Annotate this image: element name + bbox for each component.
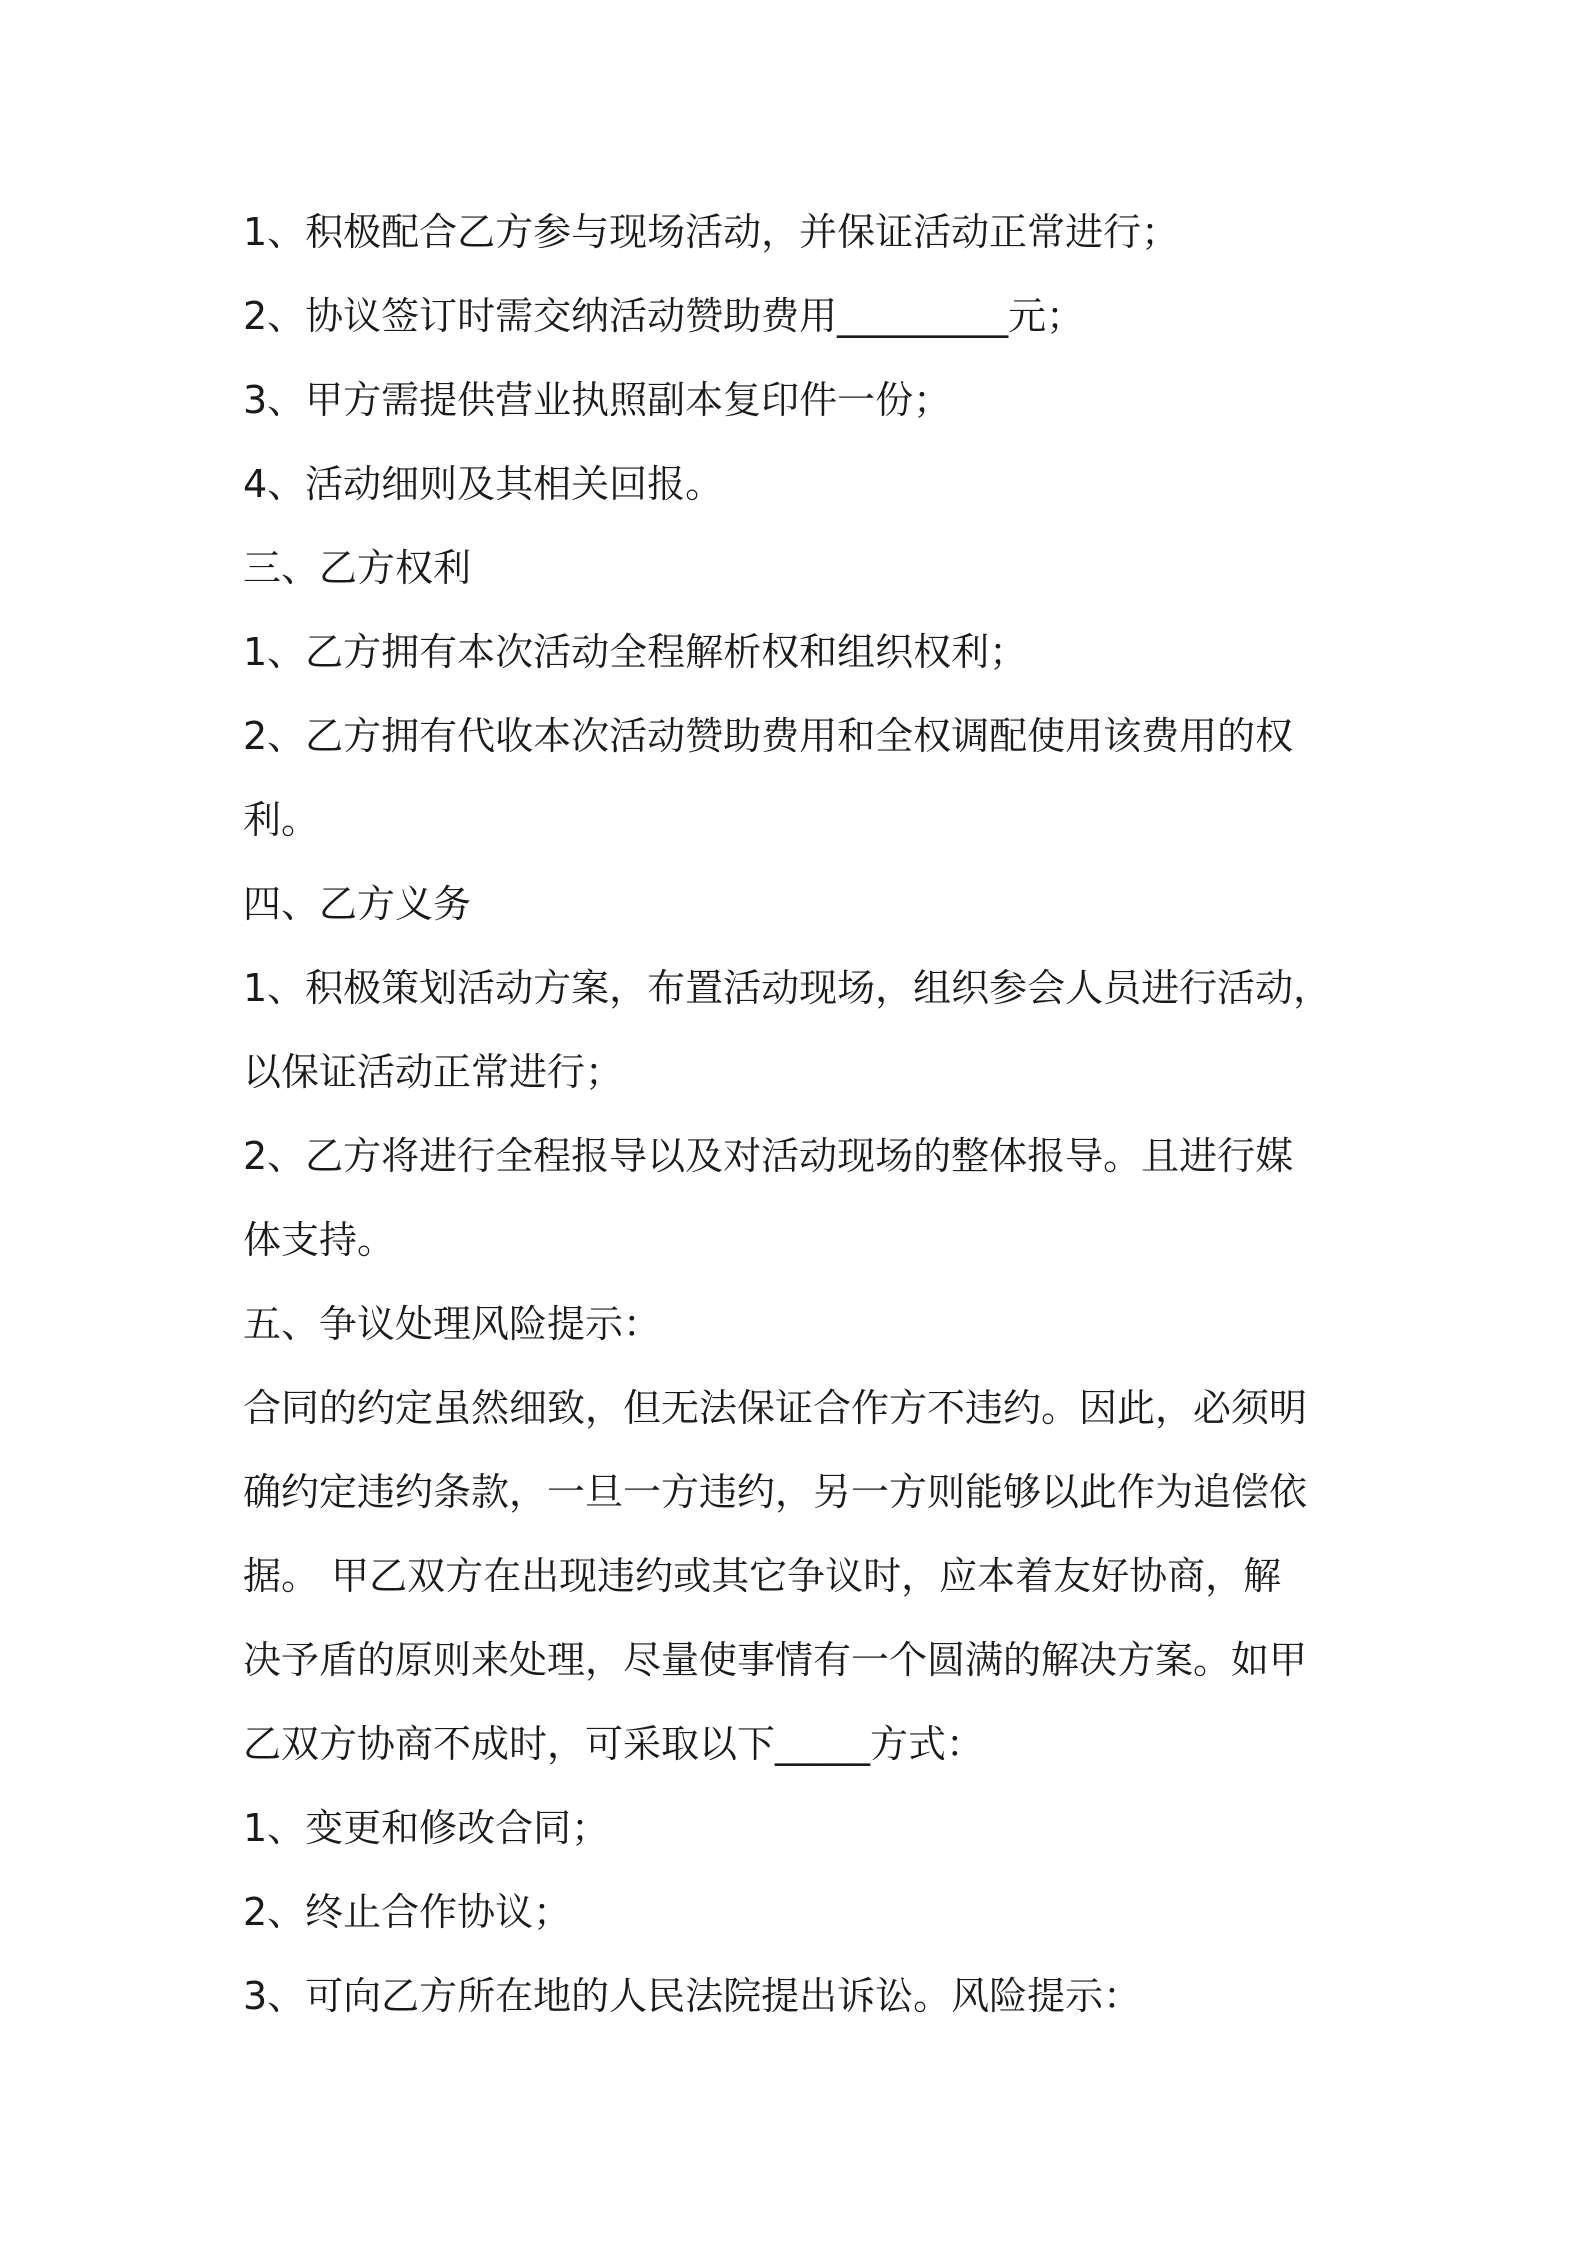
section-heading: 三、乙方权利 [243,546,472,590]
document-body [243,190,1363,2038]
clause-line: 4、活动细则及其相关回报。 [243,462,724,506]
clause-line: 体支持。 [243,1218,396,1262]
clause-line: 2、协议签订时需交纳活动赞助费用_________元； [243,294,1085,338]
clause-line: 1、积极策划活动方案，布置活动现场，组织参会人员进行活动， [243,966,1332,1010]
paragraph-line: 决予盾的原则来处理，尽量使事情有一个圆满的解决方案。如甲 [243,1638,1308,1682]
section-heading: 四、乙方义务 [243,882,472,926]
clause-line: 2、乙方拥有代收本次活动赞助费用和全权调配使用该费用的权 [243,714,1294,758]
paragraph-line: 合同的约定虽然细致，但无法保证合作方不违约。因此，必须明 [243,1386,1308,1430]
paragraph-line: 乙双方协商不成时，可采取以下_____方式： [243,1722,985,1766]
clause-line: 3、可向乙方所在地的人民法院提出诉讼。风险提示： [243,1974,1142,2018]
clause-line: 2、终止合作协议； [243,1890,572,1934]
clause-line: 利。 [243,798,320,842]
paragraph-line: 据。 甲乙双方在出现违约或其它争议时，应本着友好协商，解 [243,1554,1282,1598]
clause-line: 1、乙方拥有本次活动全程解析权和组织权利； [243,630,1028,674]
clause-line: 3、甲方需提供营业执照副本复印件一份； [243,378,952,422]
clause-line: 1、变更和修改合同； [243,1806,610,1850]
paragraph-line: 确约定违约条款，一旦一方违约，另一方则能够以此作为追偿依 [243,1470,1308,1514]
clause-line: 以保证活动正常进行； [243,1050,624,1094]
clause-line: 2、乙方将进行全程报导以及对活动现场的整体报导。且进行媒 [243,1134,1294,1178]
section-heading: 五、争议处理风险提示： [243,1302,662,1346]
clause-line: 1、积极配合乙方参与现场活动，并保证活动正常进行； [243,210,1180,254]
